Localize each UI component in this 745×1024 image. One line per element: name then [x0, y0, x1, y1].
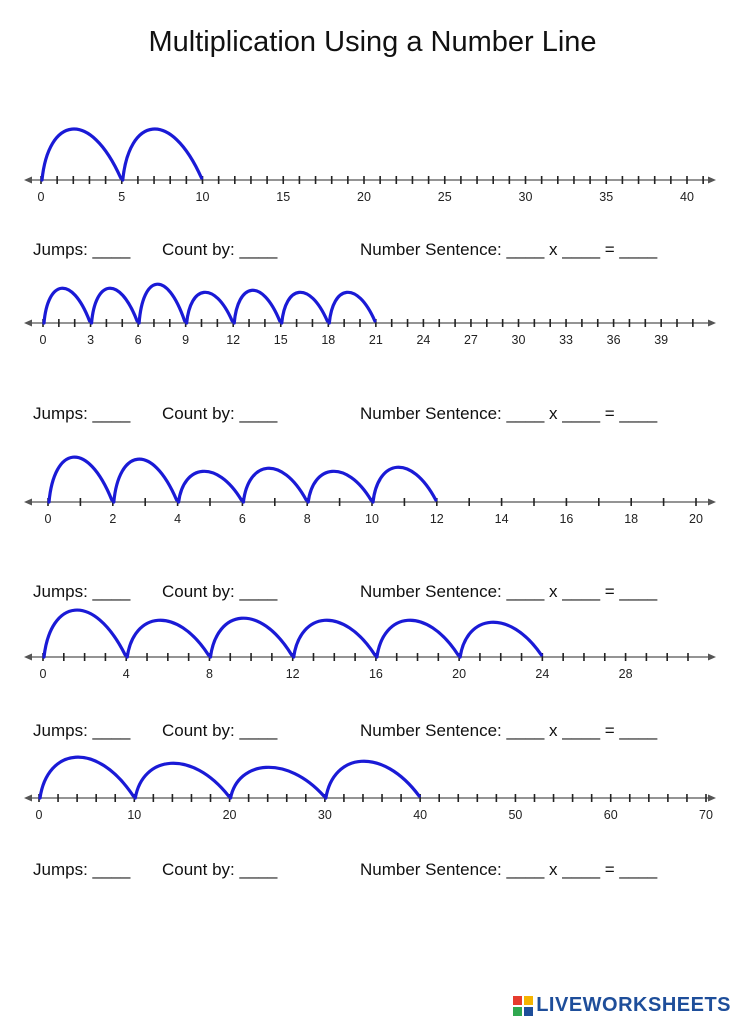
count-by-prompt[interactable]: Count by: ____ [162, 240, 278, 259]
jump-arc [127, 620, 208, 657]
jump-arc [308, 471, 371, 502]
tick-label: 24 [416, 333, 431, 347]
jump-arc [329, 292, 375, 323]
right-arrow-icon [708, 499, 716, 506]
tick-label: 8 [205, 667, 213, 681]
number-line-4 [0, 582, 745, 682]
jump-arc [187, 292, 233, 323]
tick-label: 8 [303, 512, 311, 526]
count-by-prompt[interactable]: Count by: ____ [162, 404, 278, 423]
tick-label: 39 [654, 333, 669, 347]
jump-arc [92, 288, 138, 323]
tick-label: 25 [437, 190, 452, 204]
number-line-2 [0, 248, 745, 348]
tick-label: 18 [321, 333, 336, 347]
jump-arc [114, 459, 177, 502]
left-arrow-icon [24, 177, 32, 184]
page-title: Multiplication Using a Number Line [148, 26, 597, 58]
tick-label: 0 [35, 808, 43, 822]
jump-arc [42, 129, 121, 180]
jumps-prompt[interactable]: Jumps: ____ [33, 404, 131, 423]
tick-label: 40 [413, 808, 428, 822]
jump-arc [40, 757, 133, 798]
tick-label: 40 [680, 190, 694, 204]
count-by-prompt[interactable]: Count by: ____ [162, 721, 278, 740]
tick-label: 20 [222, 808, 237, 822]
tick-label: 5 [118, 190, 126, 204]
tick-label: 12 [226, 333, 241, 347]
tick-label: 33 [559, 333, 574, 347]
tick-label: 50 [508, 808, 523, 822]
jump-arc [123, 129, 202, 180]
tick-label: 60 [603, 808, 618, 822]
right-arrow-icon [708, 654, 716, 661]
count-by-prompt[interactable]: Count by: ____ [162, 582, 278, 601]
tick-label: 30 [511, 333, 526, 347]
tick-label: 30 [317, 808, 332, 822]
left-arrow-icon [24, 795, 32, 802]
jump-arc [210, 618, 291, 657]
tick-label: 36 [606, 333, 621, 347]
jump-arc [49, 457, 112, 502]
jump-arc [234, 290, 280, 323]
count-by-prompt[interactable]: Count by: ____ [162, 860, 278, 879]
tick-label: 15 [276, 190, 291, 204]
right-arrow-icon [708, 320, 716, 327]
number-line-5 [0, 723, 745, 823]
jumps-prompt[interactable]: Jumps: ____ [33, 240, 131, 259]
left-arrow-icon [24, 320, 32, 327]
number-line-3 [0, 427, 745, 527]
tick-label: 20 [452, 667, 467, 681]
tick-label: 0 [39, 333, 47, 347]
jump-arc [282, 292, 328, 323]
sentence-prompt[interactable]: Number Sentence: ____ x ____ = ____ [360, 404, 658, 423]
jump-arc [135, 763, 228, 798]
jump-arc [243, 468, 306, 502]
logo-text: LIVEWORKSHEETS [536, 994, 731, 1016]
question-row-2 [0, 404, 745, 426]
tick-label: 10 [127, 808, 142, 822]
tick-label: 12 [429, 512, 444, 526]
tick-label: 9 [182, 333, 190, 347]
jump-arc [44, 288, 90, 323]
tick-label: 2 [109, 512, 117, 526]
jump-arc [377, 620, 458, 657]
tick-label: 0 [39, 667, 47, 681]
jumps-prompt[interactable]: Jumps: ____ [33, 860, 131, 879]
tick-label: 16 [368, 667, 383, 681]
tick-label: 20 [689, 512, 703, 526]
left-arrow-icon [24, 499, 32, 506]
tick-label: 20 [357, 190, 371, 204]
sentence-prompt[interactable]: Number Sentence: ____ x ____ = ____ [360, 860, 658, 879]
tick-label: 27 [463, 333, 478, 347]
left-arrow-icon [24, 654, 32, 661]
tick-label: 0 [44, 512, 52, 526]
liveworksheets-logo-icon [513, 996, 533, 1016]
tick-label: 0 [37, 190, 45, 204]
tick-label: 70 [699, 808, 713, 822]
jump-arc [294, 620, 375, 657]
tick-label: 12 [285, 667, 300, 681]
tick-label: 16 [559, 512, 574, 526]
tick-label: 10 [195, 190, 210, 204]
jump-arc [373, 467, 436, 502]
tick-label: 30 [518, 190, 533, 204]
tick-label: 10 [365, 512, 379, 526]
jump-arc [460, 622, 541, 657]
tick-label: 6 [134, 333, 142, 347]
tick-label: 24 [535, 667, 550, 681]
jumps-prompt[interactable]: Jumps: ____ [33, 582, 131, 601]
sentence-prompt[interactable]: Number Sentence: ____ x ____ = ____ [360, 721, 658, 740]
sentence-prompt[interactable]: Number Sentence: ____ x ____ = ____ [360, 240, 658, 259]
tick-label: 15 [273, 333, 288, 347]
tick-label: 3 [87, 333, 95, 347]
tick-label: 6 [238, 512, 246, 526]
jumps-prompt[interactable]: Jumps: ____ [33, 721, 131, 740]
right-arrow-icon [708, 795, 716, 802]
jump-arc [231, 767, 324, 798]
number-line-1 [0, 105, 745, 205]
tick-label: 14 [494, 512, 509, 526]
tick-label: 21 [368, 333, 383, 347]
question-row-5 [0, 860, 745, 882]
tick-label: 18 [624, 512, 639, 526]
tick-label: 4 [174, 512, 182, 526]
jump-arc [326, 761, 419, 798]
jump-arc [139, 284, 185, 323]
tick-label: 35 [599, 190, 614, 204]
right-arrow-icon [708, 177, 716, 184]
sentence-prompt[interactable]: Number Sentence: ____ x ____ = ____ [360, 582, 658, 601]
tick-label: 28 [618, 667, 633, 681]
liveworksheets-logo [513, 994, 731, 1017]
tick-label: 4 [122, 667, 130, 681]
jump-arc [44, 610, 125, 657]
jump-arc [179, 471, 242, 502]
